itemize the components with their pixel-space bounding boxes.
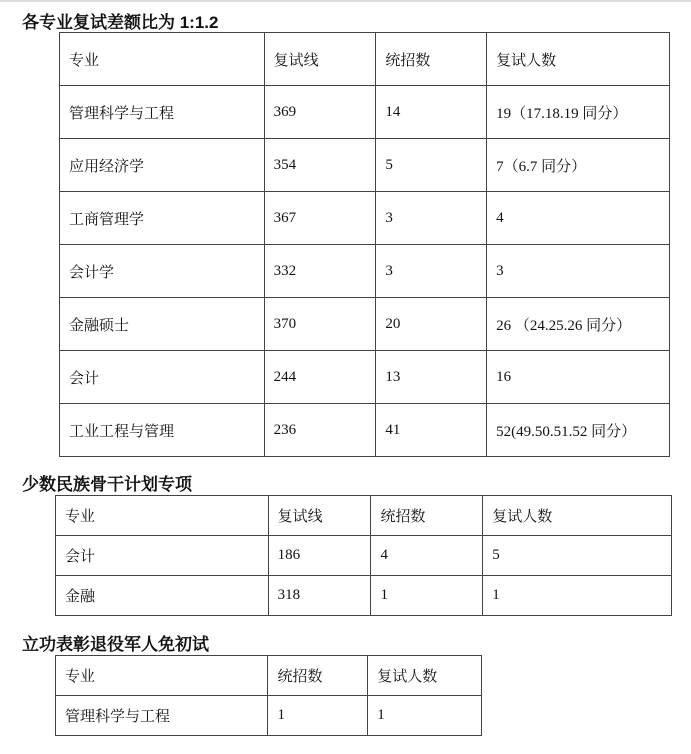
table-cell: 370 <box>264 298 376 351</box>
table-cell: 1 <box>268 696 368 736</box>
table-cell: 管理科学与工程 <box>60 86 265 139</box>
section-title-minority-program: 少数民族骨干计划专项 <box>22 475 192 494</box>
table-cell: 52(49.50.51.52 同分） <box>487 404 670 457</box>
column-header: 统招数 <box>268 656 368 696</box>
section-title-veterans: 立功表彰退役军人免初试 <box>22 635 209 654</box>
column-header: 专业 <box>60 33 265 86</box>
table-header-row <box>56 656 482 696</box>
table-cell: 186 <box>268 536 371 576</box>
table-cell: 41 <box>376 404 487 457</box>
column-header: 专业 <box>56 656 268 696</box>
table-cell: 应用经济学 <box>60 139 265 192</box>
table-cell: 会计 <box>60 351 265 404</box>
column-header: 统招数 <box>371 496 483 536</box>
table-row <box>60 192 670 245</box>
table-cell: 7（6.7 同分） <box>487 139 670 192</box>
table-cell: 工业工程与管理 <box>60 404 265 457</box>
table-cell: 26 （24.25.26 同分） <box>487 298 670 351</box>
table-cell: 3 <box>376 245 487 298</box>
column-header: 复试线 <box>264 33 376 86</box>
table-cell: 20 <box>376 298 487 351</box>
table-cell: 会计学 <box>60 245 265 298</box>
table-cell: 244 <box>264 351 376 404</box>
table-cell: 367 <box>264 192 376 245</box>
table-cell: 354 <box>264 139 376 192</box>
column-header: 复试人数 <box>483 496 672 536</box>
table-cell: 14 <box>376 86 487 139</box>
table-cell: 会计 <box>56 536 269 576</box>
table-row <box>56 536 672 576</box>
table-row <box>60 139 670 192</box>
table-row <box>56 696 482 736</box>
table-cell: 1 <box>371 576 483 616</box>
table-cell: 3 <box>376 192 487 245</box>
table-header-row <box>56 496 672 536</box>
column-header: 专业 <box>56 496 269 536</box>
minority-program-table <box>55 495 672 616</box>
veterans-exemption-table <box>55 655 482 736</box>
table-row <box>60 245 670 298</box>
table-cell: 5 <box>376 139 487 192</box>
table-cell: 236 <box>264 404 376 457</box>
column-header: 统招数 <box>376 33 487 86</box>
table-row <box>56 576 672 616</box>
table-cell: 13 <box>376 351 487 404</box>
table-cell: 369 <box>264 86 376 139</box>
table-row <box>60 298 670 351</box>
table-row <box>60 86 670 139</box>
retest-lines-table <box>59 32 670 457</box>
table-cell: 管理科学与工程 <box>56 696 268 736</box>
table-cell: 318 <box>268 576 371 616</box>
column-header: 复试人数 <box>368 656 482 696</box>
table-cell: 3 <box>487 245 670 298</box>
column-header: 复试人数 <box>487 33 670 86</box>
table-cell: 4 <box>371 536 483 576</box>
section-title-quota-ratio: 各专业复试差额比为 1:1.2 <box>22 13 219 32</box>
table-cell: 金融硕士 <box>60 298 265 351</box>
table-row <box>60 404 670 457</box>
table-cell: 5 <box>483 536 672 576</box>
table-cell: 332 <box>264 245 376 298</box>
table-header-row <box>60 33 670 86</box>
table-cell: 工商管理学 <box>60 192 265 245</box>
column-header: 复试线 <box>268 496 371 536</box>
table-cell: 16 <box>487 351 670 404</box>
table-cell: 1 <box>368 696 482 736</box>
table-cell: 1 <box>483 576 672 616</box>
table-cell: 4 <box>487 192 670 245</box>
top-divider <box>0 0 691 2</box>
table-cell: 19（17.18.19 同分） <box>487 86 670 139</box>
table-cell: 金融 <box>56 576 269 616</box>
table-row <box>60 351 670 404</box>
